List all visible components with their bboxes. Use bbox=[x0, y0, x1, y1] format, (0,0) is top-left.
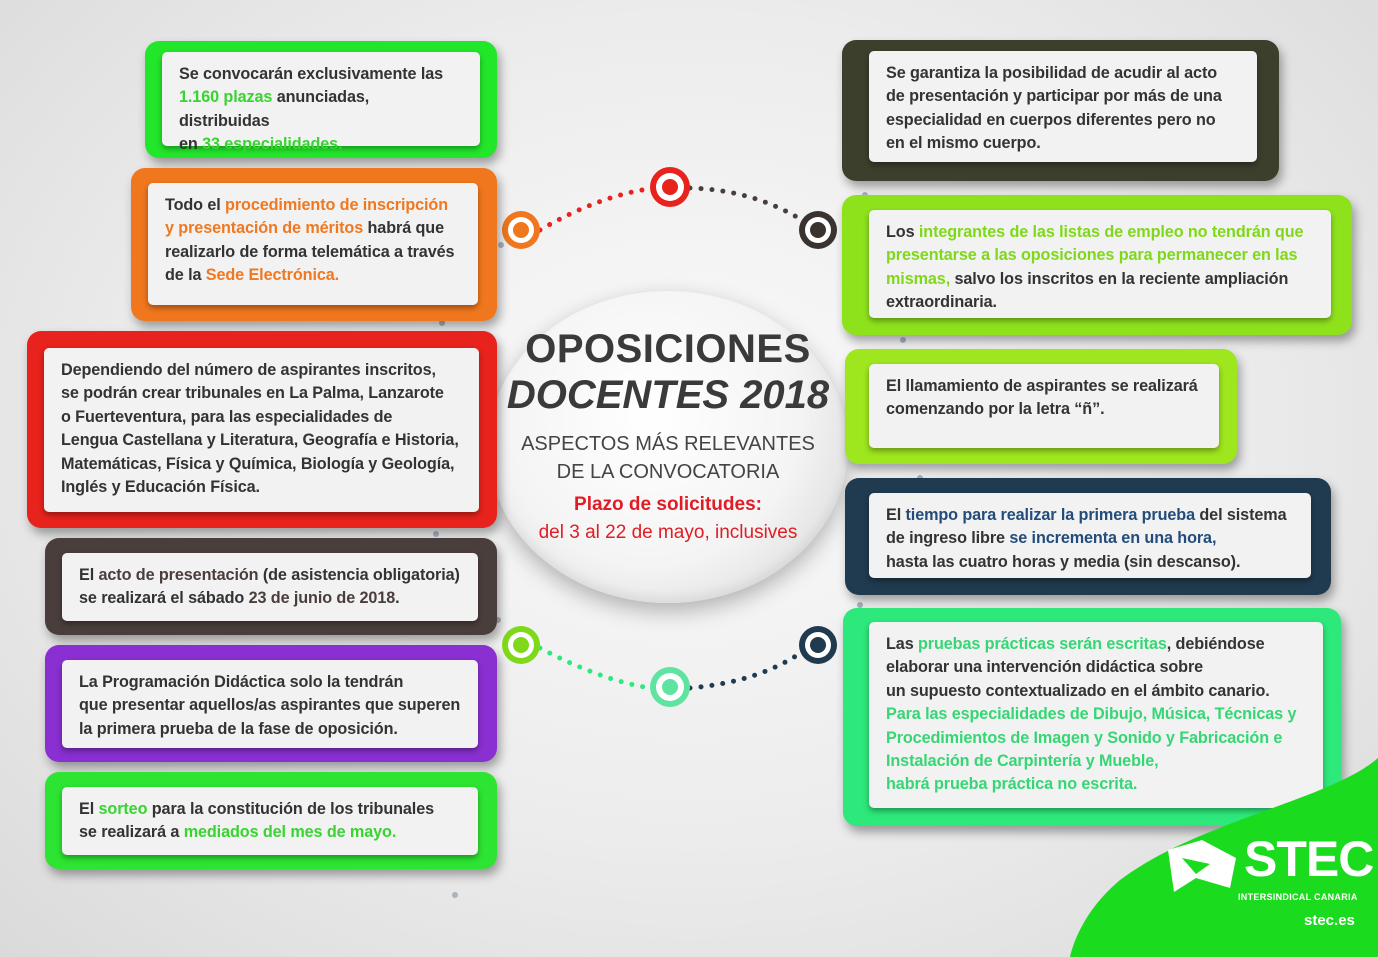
info-box-llamamiento: El llamamiento de aspirantes se realizará comenzando por la letra “ñ”. bbox=[845, 349, 1237, 464]
main-title: OPOSICIONES bbox=[525, 327, 811, 371]
logo-url[interactable]: stec.es bbox=[1304, 912, 1355, 929]
info-box-pruebas-practicas: Las pruebas prácticas serán escritas, debiéndose elaborar una intervención didáctica sobre un supuesto contextualizado en el ámbito canario. Para las especialidades de Dibujo, Música, Técnicas y Procedimientos de Imagen y Sonido y Fabricación e Instalación de Carpintería y Mueble, habrá prueba práctica no escrita. bbox=[843, 608, 1341, 826]
main-title-year: DOCENTES 2018 bbox=[506, 373, 830, 417]
info-box-sorteo: El sorteo para la constitución de los tribunales se realizará a mediados del mes de mayo. bbox=[45, 772, 497, 869]
logo-subtitle: INTERSINDICAL CANARIA bbox=[1238, 892, 1358, 902]
logo-name: STEC bbox=[1244, 831, 1374, 887]
info-box-tiempo-prueba: El tiempo para realizar la primera prueba del sistema de ingreso libre se incrementa en una hora, hasta las cuatro horas y media (sin descanso). bbox=[845, 478, 1331, 595]
info-box-tribunales-islas: Dependiendo del número de aspirantes inscritos, se podrán crear tribunales en La Palma, Lanzarote o Fuerteventura, para las especialidades de Lengua Castellana y Literatura, Geografía e Historia, Matemáticas, Física y Química, Biología y Geología, Inglés y Educación Física. bbox=[27, 331, 497, 528]
info-box-cuerpos: Se garantiza la posibilidad de acudir al acto de presentación y participar por más de una especialidad en cuerpos diferentes pero no en el mismo cuerpo. bbox=[842, 40, 1279, 181]
subtitle: ASPECTOS MÁS RELEVANTES DE LA CONVOCATORIA bbox=[521, 433, 815, 483]
info-box-acto-presentacion: El acto de presentación (de asistencia obligatoria) se realizará el sábado 23 de junio de 2018. bbox=[45, 538, 497, 635]
info-box-inscripcion: Todo el procedimiento de inscripción y presentación de méritos habrá que realizarlo de forma telemática a través de la Sede Electrónica. bbox=[131, 168, 497, 321]
info-box-plazas: Se convocarán exclusivamente las 1.160 plazas anunciadas, distribuidas en 33 especialidades. bbox=[145, 41, 497, 158]
flag-icon bbox=[1166, 838, 1238, 894]
info-box-programacion: La Programación Didáctica solo la tendrán que presentar aquellos/as aspirantes que superen la primera prueba de la fase de oposición. bbox=[45, 645, 497, 762]
deadline-text: Plazo de solicitudes: del 3 al 22 de mayo, inclusives bbox=[538, 494, 798, 543]
info-box-listas-empleo: Los integrantes de las listas de empleo no tendrán que presentarse a las oposiciones para permanecer en las mismas, salvo los inscritos en la reciente ampliación extraordinaria. bbox=[842, 195, 1352, 335]
